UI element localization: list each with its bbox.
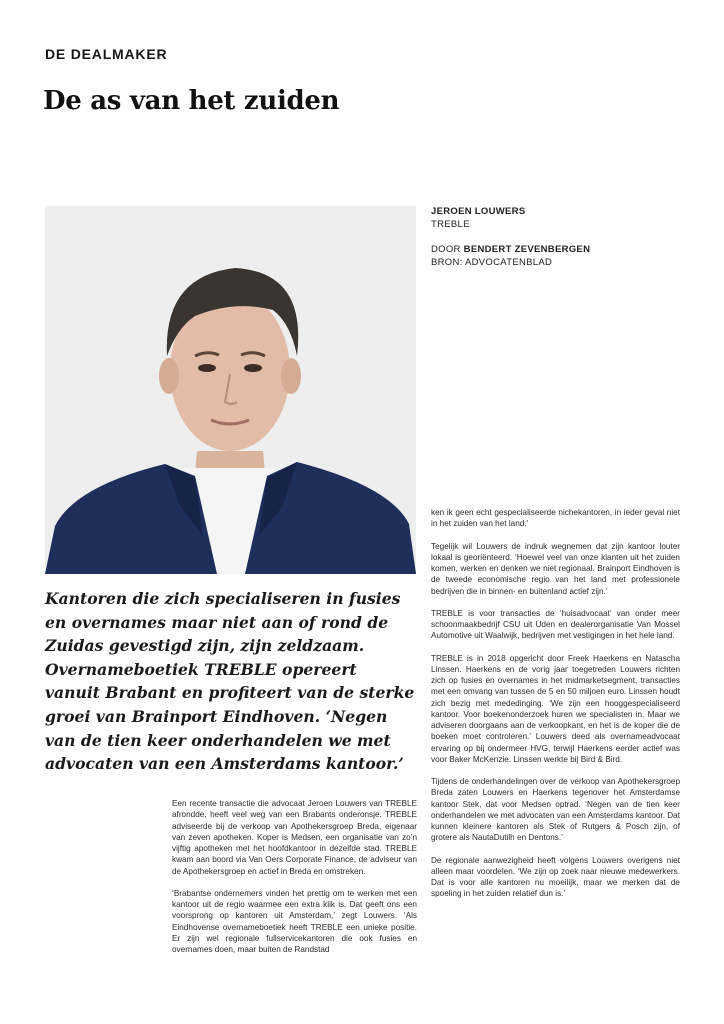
author-name: BENDERT ZEVENBERGEN xyxy=(463,244,591,255)
byline-prefix: DOOR xyxy=(431,244,461,255)
portrait-illustration xyxy=(45,206,416,574)
source-line: BRON: ADVOCATENBLAD xyxy=(431,256,553,268)
byline xyxy=(431,244,671,257)
body-paragraph: ‘Brabantse ondernemers vinden het prettig om te werken met een kantoor uit de regio waarmee een extra klik is. Dat geeft ons een voorsprong op kantoren uit Amsterdam,’ zegt Louwers. ‘Als Eindhovense overnameboetiek heeft TREBLE een unieke positie. Er zijn wel regionale fullservicekantoren die ook fusies en overnames doen, maar buiten de Randstad xyxy=(172,888,417,954)
body-paragraph: TREBLE is in 2018 opgericht door Freek Haerkens en Natascha Linssen. Haerkens en de vorig jaar toegetreden Louwers richten zich op fusies en overnames in het midmarketsegment, transacties met een omvang van tussen de 5 en 50 miljoen euro. Linssen houdt zich bezig met mededinging. ‘We zijn een hooggespecialiseerd kantoor. Voor boekenonderzoek huren we specialisten in. Maar we adviseren doorgaans aan de verkoopkant, en het is de koper die de boeken moet controleren.’ Louwers deed als overnameadvocaat ervaring op bij ondermeer HVG, terwijl Haerkens eerder actief was voor Baker McKenzie. Linssen werkte bij Bird & Bird. xyxy=(431,653,680,764)
article-meta xyxy=(431,206,671,269)
body-column-left xyxy=(172,798,417,966)
portrait-photo xyxy=(45,206,416,574)
ear-right xyxy=(281,358,301,394)
body-paragraph: Een recente transactie die advocaat Jeroen Louwers van TREBLE afrondde, heeft veel weg van een Brabants onderonsje. TREBLE adviseerde bij de verkoop van Apothekersgroep Breda, eigenaar van zeven apotheken. Koper is Medsen, een organisatie van zo’n vijftig apotheken met het hoofdkantoor in dezelfde stad. TREBLE kwam aan boord via Van Oers Corporate Finance, de adviseur van de Apothekersgroep en actief in Breda en omstreken. xyxy=(172,799,417,876)
section-label: DE DEALMAKER xyxy=(45,46,168,62)
subject-name: JEROEN LOUWERS xyxy=(431,206,526,217)
body-paragraph: Tegelijk wil Louwers de indruk wegnemen dat zijn kantoor louter lokaal is georiënteerd. ‘Hoewel veel van onze klanten uit het zuiden komen, werken en denken we niet regionaal. Brainport Eindhoven is de tweede economische regio van het land met professionele bedrijven die in binnen- en buitenland actief zijn.’ xyxy=(431,541,680,596)
pull-quote: Kantoren die zich specialiseren in fusies en overnames maar niet aan of rond de Zuidas gevestigd zijn, zijn zeldzaam. Overnameboetiek TREBLE opereert vanuit Brabant en profiteert van de sterke groei van Brainport Eindhoven. ‘Negen van de tien keer onderhandelen we met advocaten van een Amsterdams kantoor.’ xyxy=(45,589,415,774)
body-paragraph: De regionale aanwezigheid heeft volgens Louwers overigens niet alleen maar voordelen. ‘We zijn op zoek naar nieuwe medewerkers. Dat is voor alle kantoren nu moeilijk, maar we merken dat de spoeling in het zuiden relatief dun is.’ xyxy=(431,855,680,899)
eye-left xyxy=(198,364,216,372)
body-paragraph: Tijdens de onderhandelingen over de verkoop van Apothekersgroep Breda zaten Louwers en Haerkens tegenover het Amsterdamse kantoor Stek, dat voor Medsen optrad. ‘Negen van de tien keer onderhandelen we met advocaten van een Amsterdams kantoor. Dat kunnen kleinere kantoren als Stek of Rutgers & Posch zijn, of grotere als NautaDutilh en Dentons.’ xyxy=(431,777,680,843)
eye-right xyxy=(244,364,262,372)
ear-left xyxy=(159,358,179,394)
article-title: De as van het zuiden xyxy=(43,86,340,116)
body-column-right xyxy=(431,507,680,911)
body-paragraph: ken ik geen echt gespecialiseerde nichekantoren, in ieder geval niet in het zuiden van het land.’ xyxy=(431,508,680,529)
body-paragraph: TREBLE is voor transacties de ‘huisadvocaat’ van onder meer schoonmaakbedrijf CSU uit Uden en dealerorganisatie Van Mossel Automotive uit Waalwijk, bedrijven met vestigingen in het hele land. xyxy=(431,608,680,641)
subject-organization: TREBLE xyxy=(431,218,470,230)
